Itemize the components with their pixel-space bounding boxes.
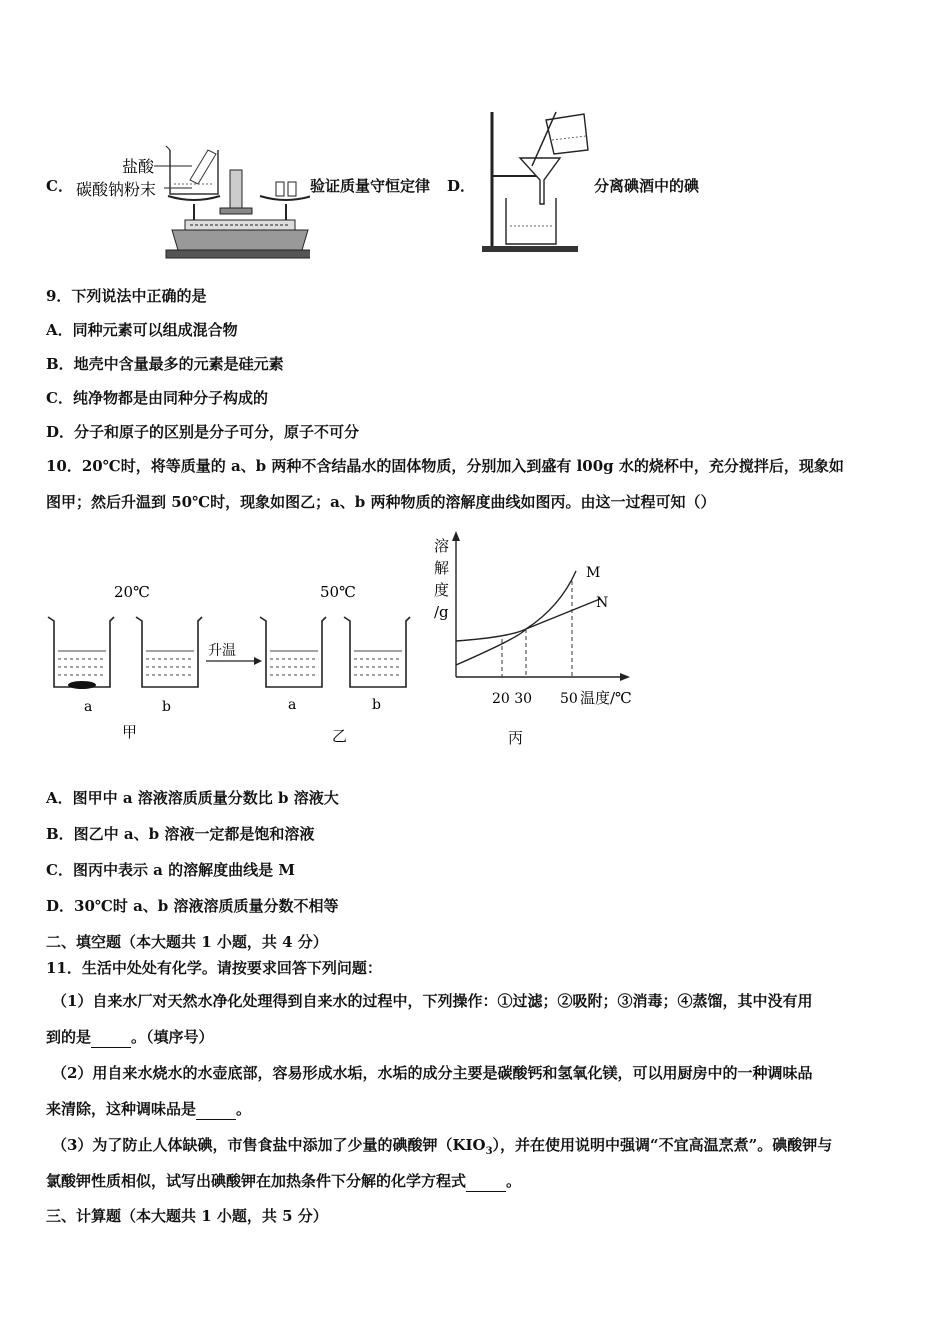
balance-apparatus-figure bbox=[70, 138, 310, 263]
q11-p3-line2-pre: 氯酸钾性质相似，试写出碘酸钾在加热条件下分解的化学方程式 bbox=[46, 1172, 467, 1190]
label-n: N bbox=[596, 595, 609, 611]
section2-title: 二、填空题（本大题共 1 小题，共 4 分） bbox=[46, 933, 328, 951]
q10-option-b: B．图乙中 a、b 溶液一定都是饱和溶液 bbox=[46, 825, 315, 843]
q10-option-a: A．图甲中 a 溶液溶质质量分数比 b 溶液大 bbox=[46, 789, 339, 807]
ylabel-3: 度 bbox=[434, 581, 450, 599]
caption-jia: 甲 bbox=[122, 723, 138, 741]
temp-20: 20℃ bbox=[114, 583, 150, 601]
beaker-a-50 bbox=[260, 617, 326, 687]
arrow-label: 升温 bbox=[208, 643, 236, 659]
answer-blank-2[interactable] bbox=[196, 1099, 236, 1120]
beaker-a-label-1: a bbox=[84, 699, 93, 715]
q9-stem: 9．下列说法中正确的是 bbox=[46, 287, 207, 305]
beaker-a-20 bbox=[48, 617, 114, 687]
caption-bing: 丙 bbox=[508, 729, 524, 747]
ylabel-2: 解 bbox=[434, 559, 450, 577]
filtration-apparatus-figure bbox=[478, 106, 593, 258]
beaker-b-label-2: b bbox=[372, 697, 381, 713]
curve-n bbox=[456, 599, 600, 641]
q10-option-c: C．图丙中表示 a 的溶解度曲线是 M bbox=[46, 861, 295, 879]
beaker-b-label-1: b bbox=[162, 699, 171, 715]
answer-blank-3[interactable] bbox=[466, 1171, 506, 1192]
xtick-50: 50 bbox=[560, 691, 578, 707]
q11-p2-line2-pre: 来清除，这种调味品是 bbox=[46, 1100, 197, 1118]
q11-p3-line1-post: ），并在使用说明中强调“不宜高温烹煮”。碘酸钾与 bbox=[492, 1136, 833, 1154]
option-c-text: 验证质量守恒定律 bbox=[310, 177, 431, 195]
q9-option-a: A．同种元素可以组成混合物 bbox=[46, 321, 238, 339]
q11-stem: 11．生活中处处有化学。请按要求回答下列问题： bbox=[46, 959, 382, 977]
beaker-b-20 bbox=[136, 617, 202, 687]
q11-p3-line2 bbox=[46, 1171, 521, 1192]
q11-p3-line1 bbox=[52, 1135, 832, 1162]
ylabel-1: 溶 bbox=[434, 537, 450, 555]
temp-50: 50℃ bbox=[320, 583, 356, 601]
q11-p1-line1: （1）自来水厂对天然水净化处理得到自来水的过程中，下列操作：①过滤；②吸附；③消毒；④蒸馏，其中没有用 bbox=[52, 992, 813, 1010]
q11-p3-line1-pre: （3）为了防止人体缺碘，市售食盐中添加了少量的碘酸钾（KIO bbox=[52, 1136, 486, 1154]
q9-option-b: B．地壳中含量最多的元素是硅元素 bbox=[46, 355, 284, 373]
option-c-label: C． bbox=[46, 177, 73, 195]
q11-p2-line2 bbox=[46, 1099, 251, 1120]
q10-stem-line1: 10．20℃时，将等质量的 a、b 两种不含结晶水的固体物质，分别加入到盛有 l00g 水的烧杯中，充分搅拌后，现象如 bbox=[46, 457, 844, 475]
q11-p1-line2 bbox=[46, 1027, 214, 1048]
ylabel-4: /g bbox=[434, 603, 449, 621]
label-na2co3: 碳酸钠粉末 bbox=[76, 180, 157, 199]
caption-yi: 乙 bbox=[332, 727, 348, 745]
q11-p2-line2-post: 。 bbox=[236, 1100, 252, 1118]
q9-option-c: C．纯净物都是由同种分子构成的 bbox=[46, 389, 268, 407]
q11-p1-line2-post: 。（填序号） bbox=[131, 1028, 214, 1046]
option-d-text: 分离碘酒中的碘 bbox=[594, 177, 700, 195]
option-d-label: D． bbox=[447, 177, 476, 195]
label-m: M bbox=[586, 565, 601, 581]
q11-p3-sub: 3 bbox=[485, 1146, 493, 1157]
xlabel: 温度/℃ bbox=[580, 689, 632, 707]
xtick-20-30: 20 30 bbox=[492, 691, 533, 707]
beaker-a-label-2: a bbox=[288, 697, 297, 713]
answer-blank-1[interactable] bbox=[91, 1027, 131, 1048]
q10-stem-line2: 图甲；然后升温到 50℃时，现象如图乙；a、b 两种物质的溶解度曲线如图丙。由这一过程可知（） bbox=[46, 493, 716, 511]
q10-option-d: D．30℃时 a、b 溶液溶质质量分数不相等 bbox=[46, 897, 339, 915]
q9-option-d: D．分子和原子的区别是分子可分，原子不可分 bbox=[46, 423, 360, 441]
solubility-graph bbox=[434, 531, 632, 747]
q10-figure bbox=[40, 525, 650, 755]
section3-title: 三、计算题（本大题共 1 小题，共 5 分） bbox=[46, 1207, 328, 1225]
q11-p1-line2-pre: 到的是 bbox=[46, 1028, 92, 1046]
label-hcl: 盐酸 bbox=[122, 157, 155, 176]
beaker-b-50 bbox=[344, 617, 410, 687]
undissolved-solid bbox=[68, 681, 96, 689]
curve-m bbox=[456, 571, 576, 665]
q11-p3-line2-post: 。 bbox=[506, 1172, 522, 1190]
q11-p2-line1: （2）用自来水烧水的水壶底部，容易形成水垢，水垢的成分主要是碳酸钙和氢氧化镁，可以用厨房中的一种调味品 bbox=[52, 1064, 813, 1082]
